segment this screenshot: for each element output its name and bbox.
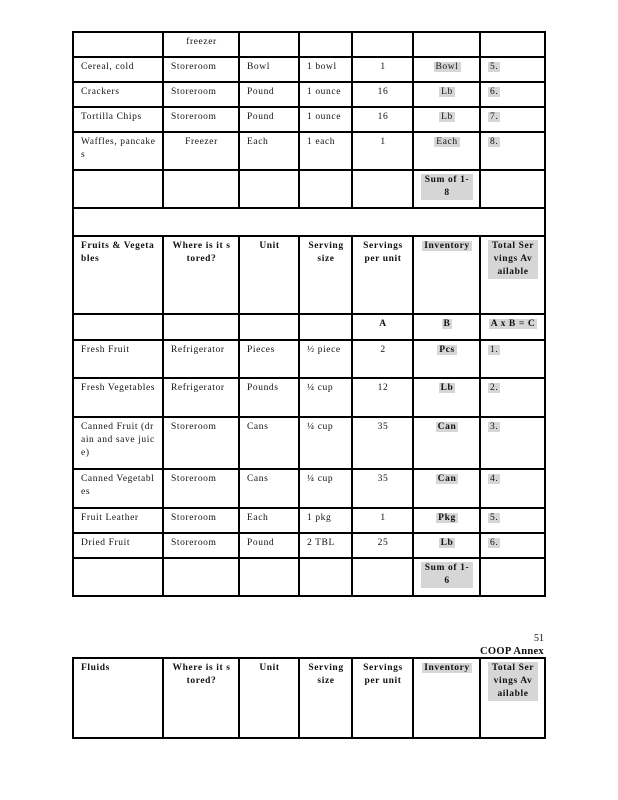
storage-cell: Storeroom: [163, 417, 239, 469]
unit-cell: Pound: [239, 107, 299, 132]
item-cell: [73, 32, 163, 57]
unit-cell: Pieces: [239, 340, 299, 378]
serving-size-cell: ¼ cup: [299, 469, 352, 508]
storage-cell: Storeroom: [163, 57, 239, 82]
sum-label: Sum of 1-6: [421, 562, 473, 588]
table-row: [73, 508, 545, 533]
column-header-inventory: [413, 236, 480, 314]
servings-per-unit-cell: [352, 32, 413, 57]
formula-row: [73, 314, 545, 340]
total-number-highlight: 5.: [490, 513, 499, 523]
storage-cell: Refrigerator: [163, 378, 239, 417]
inventory-unit-highlight: Each: [436, 137, 458, 147]
item-cell: Fresh Fruit: [73, 340, 163, 378]
sum-label: Sum of 1-8: [421, 174, 473, 200]
servings-per-unit-cell: 12: [352, 378, 413, 417]
empty-cell: [73, 208, 545, 236]
serving-size-cell: 1 each: [299, 132, 352, 170]
empty-cell: [352, 170, 413, 208]
empty-cell: [299, 314, 352, 340]
storage-cell: Storeroom: [163, 533, 239, 558]
empty-cell: [163, 170, 239, 208]
storage-cell: freezer: [163, 32, 239, 57]
column-header-servings-per-unit: Servings per unit: [352, 236, 413, 314]
serving-size-cell: 1 pkg: [299, 508, 352, 533]
column-header-inventory: [413, 658, 480, 738]
total-number-highlight: 1.: [490, 345, 499, 355]
item-cell: Crackers: [73, 82, 163, 107]
total-number-highlight: 2.: [490, 383, 499, 393]
sum-row: [73, 558, 545, 596]
inventory-unit-highlight: Pkg: [438, 513, 456, 523]
table-row: [73, 132, 545, 170]
category-header: Fluids: [73, 658, 163, 738]
total-cell: [480, 469, 545, 508]
column-header-where: Where is it stored?: [163, 658, 239, 738]
inventory-cell: [413, 32, 480, 57]
serving-size-cell: 2 TBL: [299, 533, 352, 558]
item-cell: Dried Fruit: [73, 533, 163, 558]
sum-label-cell: [413, 170, 480, 208]
servings-per-unit-cell: 25: [352, 533, 413, 558]
total-cell: [480, 533, 545, 558]
storage-cell: Storeroom: [163, 82, 239, 107]
inventory-cell: [413, 508, 480, 533]
column-header-unit: Unit: [239, 658, 299, 738]
storage-cell: Storeroom: [163, 508, 239, 533]
total-cell: [480, 57, 545, 82]
empty-cell: [163, 558, 239, 596]
spacer-row: [73, 208, 545, 236]
inventory-cell: [413, 533, 480, 558]
total-number-highlight: 3.: [490, 422, 499, 432]
table-row: [73, 82, 545, 107]
inventory-header-label: Inventory: [424, 663, 470, 673]
total-cell: [480, 508, 545, 533]
unit-cell: Pounds: [239, 378, 299, 417]
formula-a: A: [352, 314, 413, 340]
empty-cell: [239, 558, 299, 596]
servings-per-unit-cell: 1: [352, 132, 413, 170]
item-cell: Fresh Vegetables: [73, 378, 163, 417]
unit-cell: Each: [239, 508, 299, 533]
inventory-unit-highlight: Can: [437, 474, 457, 484]
total-cell: [480, 378, 545, 417]
inventory-cell: [413, 57, 480, 82]
table-row: [73, 340, 545, 378]
inventory-unit-highlight: Lb: [441, 112, 453, 122]
annex-label: COOP Annex: [480, 646, 544, 657]
page-number: 51: [534, 633, 544, 644]
unit-cell: Cans: [239, 469, 299, 508]
serving-size-cell: ¼ cup: [299, 378, 352, 417]
total-header-label: Total Servings Available: [488, 662, 538, 701]
formula-c: [480, 314, 545, 340]
unit-cell: Each: [239, 132, 299, 170]
column-header-total: [480, 658, 545, 738]
inventory-unit-highlight: Lb: [440, 538, 454, 548]
inventory-cell: [413, 107, 480, 132]
sum-row: [73, 170, 545, 208]
category-header: Fruits & Vegetables: [73, 236, 163, 314]
serving-size-cell: [299, 32, 352, 57]
sum-label-cell: [413, 558, 480, 596]
total-number-highlight: 4.: [490, 474, 499, 484]
inventory-table-grains-fruits: [72, 31, 546, 597]
empty-cell: [239, 170, 299, 208]
item-cell: Waffles, pancakes: [73, 132, 163, 170]
total-cell: [480, 82, 545, 107]
item-cell: Canned Fruit (drain and save juice): [73, 417, 163, 469]
formula-b: [413, 314, 480, 340]
total-cell: [480, 107, 545, 132]
formula-c-label: A x B = C: [490, 319, 536, 329]
column-header-serving-size: Serving size: [299, 658, 352, 738]
total-cell: [480, 132, 545, 170]
unit-cell: [239, 32, 299, 57]
inventory-header-label: Inventory: [424, 241, 470, 251]
table-row: [73, 378, 545, 417]
serving-size-cell: ¼ cup: [299, 417, 352, 469]
column-header-servings-per-unit: Servings per unit: [352, 658, 413, 738]
total-number-highlight: 8.: [490, 137, 499, 147]
header-row: [73, 658, 545, 738]
table-row: [73, 417, 545, 469]
inventory-unit-highlight: Lb: [440, 383, 454, 393]
inventory-cell: [413, 340, 480, 378]
unit-cell: Bowl: [239, 57, 299, 82]
item-cell: Tortilla Chips: [73, 107, 163, 132]
empty-cell: [163, 314, 239, 340]
storage-cell: Storeroom: [163, 469, 239, 508]
inventory-cell: [413, 417, 480, 469]
column-header-serving-size: Serving size: [299, 236, 352, 314]
inventory-table-fluids: [72, 657, 546, 739]
storage-cell: Refrigerator: [163, 340, 239, 378]
servings-per-unit-cell: 16: [352, 107, 413, 132]
column-header-unit: Unit: [239, 236, 299, 314]
table-row: [73, 469, 545, 508]
total-number-highlight: 6.: [490, 87, 499, 97]
serving-size-cell: 1 ounce: [299, 82, 352, 107]
total-cell: [480, 32, 545, 57]
empty-cell: [352, 558, 413, 596]
table-row: [73, 533, 545, 558]
header-row: [73, 236, 545, 314]
servings-per-unit-cell: 35: [352, 469, 413, 508]
table-row: [73, 32, 545, 57]
unit-cell: Pound: [239, 82, 299, 107]
total-number-highlight: 7.: [490, 112, 499, 122]
item-cell: Canned Vegetables: [73, 469, 163, 508]
serving-size-cell: 1 ounce: [299, 107, 352, 132]
empty-cell: [299, 558, 352, 596]
inventory-unit-highlight: Pcs: [439, 345, 455, 355]
table-row: [73, 107, 545, 132]
table-row: [73, 57, 545, 82]
item-cell: Cereal, cold: [73, 57, 163, 82]
total-header-label: Total Servings Available: [488, 240, 538, 279]
total-cell: [480, 340, 545, 378]
unit-cell: Cans: [239, 417, 299, 469]
inventory-cell: [413, 469, 480, 508]
serving-size-cell: 1 bowl: [299, 57, 352, 82]
servings-per-unit-cell: 2: [352, 340, 413, 378]
column-header-where: Where is it stored?: [163, 236, 239, 314]
servings-per-unit-cell: 1: [352, 57, 413, 82]
empty-cell: [73, 170, 163, 208]
servings-per-unit-cell: 16: [352, 82, 413, 107]
inventory-cell: [413, 132, 480, 170]
total-number-highlight: 5.: [490, 62, 499, 72]
empty-cell: [73, 558, 163, 596]
inventory-cell: [413, 82, 480, 107]
storage-cell: Freezer: [163, 132, 239, 170]
servings-per-unit-cell: 35: [352, 417, 413, 469]
empty-cell: [299, 170, 352, 208]
empty-cell: [73, 314, 163, 340]
total-cell: [480, 417, 545, 469]
formula-b-label: B: [443, 319, 451, 329]
inventory-cell: [413, 378, 480, 417]
total-number-highlight: 6.: [490, 538, 499, 548]
unit-cell: Pound: [239, 533, 299, 558]
servings-per-unit-cell: 1: [352, 508, 413, 533]
empty-cell: [480, 170, 545, 208]
item-cell: Fruit Leather: [73, 508, 163, 533]
inventory-unit-highlight: Bowl: [435, 62, 459, 72]
column-header-total: [480, 236, 545, 314]
empty-cell: [239, 314, 299, 340]
serving-size-cell: ½ piece: [299, 340, 352, 378]
inventory-unit-highlight: Lb: [441, 87, 453, 97]
empty-cell: [480, 558, 545, 596]
inventory-unit-highlight: Can: [437, 422, 457, 432]
storage-cell: Storeroom: [163, 107, 239, 132]
